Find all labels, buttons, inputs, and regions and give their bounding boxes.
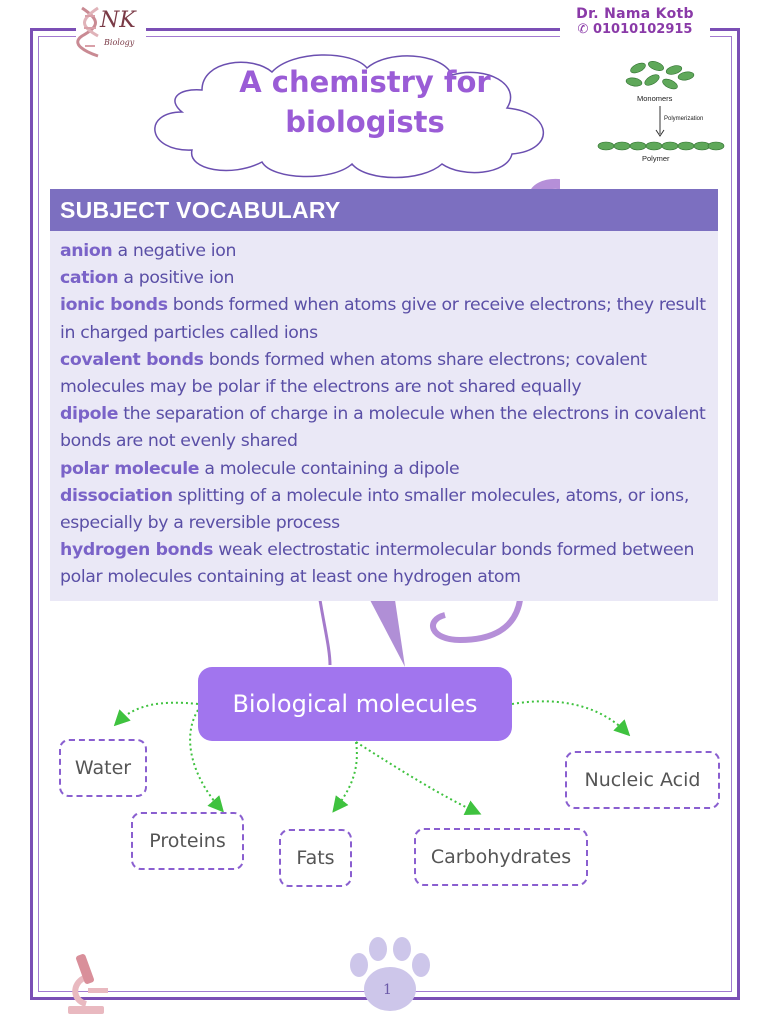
vocab-term: polar molecule: [60, 458, 200, 479]
polymer-label: Polymer: [642, 154, 670, 163]
microscope-icon: [58, 948, 128, 1018]
author-phone-row: [560, 22, 710, 37]
vocabulary-list: [50, 231, 718, 592]
node-carbohydrates: Carbohydrates: [414, 828, 588, 886]
author-phone: 01010102915: [592, 22, 693, 37]
mindmap-center-node: Biological molecules: [198, 667, 512, 741]
node-nucleic-acid: Nucleic Acid: [565, 751, 720, 809]
polymerization-label: Polymerization: [664, 116, 704, 122]
vocab-term: cation: [60, 268, 119, 289]
vocab-term: ionic bonds: [60, 295, 168, 316]
vocab-entry: [60, 347, 708, 401]
author-name: Dr. Nama Kotb: [576, 6, 694, 22]
vocab-definition: a positive ion: [118, 268, 235, 289]
title-line-2: biologists: [285, 105, 445, 139]
vocab-term: hydrogen bonds: [60, 540, 214, 561]
vocab-definition: weak electrostatic intermolecular bonds formed between polar molecules containing at least one hydrogen atom: [60, 540, 695, 588]
vocab-definition: a negative ion: [112, 241, 237, 261]
vocab-definition: bonds formed when atoms give or receive electrons; they result in charged particles called ions: [60, 295, 706, 343]
vocab-definition: bonds formed when atoms share electrons; covalent molecules may be polar if the electrons are not shared equally: [60, 349, 647, 398]
vocab-entry: [60, 401, 708, 455]
paw-icon: [345, 935, 435, 1015]
vocab-entry: [60, 456, 708, 483]
vocab-term: covalent bonds: [60, 349, 204, 370]
phone-icon: ✆: [577, 22, 589, 37]
vocab-term: anion: [60, 241, 113, 261]
vocab-term: dipole: [60, 404, 119, 425]
node-fats: Fats: [279, 829, 352, 887]
title-line-1: A chemistry for: [239, 65, 491, 99]
polymerization-diagram: [592, 58, 728, 168]
monomers-label: Monomers: [637, 94, 673, 103]
node-proteins: Proteins: [131, 812, 244, 870]
page-title: [180, 62, 550, 142]
vocab-definition: a molecule containing a dipole: [199, 458, 460, 479]
vocab-definition: splitting of a molecule into smaller molecules, atoms, or ions, especially by a reversible process: [60, 485, 689, 534]
page-number: 1: [383, 982, 392, 998]
vocab-entry: [60, 265, 708, 292]
author-block: [560, 6, 710, 37]
vocab-term: dissociation: [60, 485, 173, 506]
node-water: Water: [59, 739, 147, 797]
logo-subtext: Biology: [104, 38, 135, 47]
vocab-entry: [60, 483, 708, 537]
vocab-definition: the separation of charge in a molecule when the electrons in covalent bonds are not evenly shared: [60, 404, 706, 452]
vocabulary-heading: SUBJECT VOCABULARY: [50, 189, 718, 231]
monomer-polymer-illustration: [592, 58, 728, 168]
subject-vocabulary-box: [50, 189, 718, 601]
logo-text: NK: [100, 8, 136, 33]
vocab-entry: [60, 238, 708, 265]
vocab-entry: [60, 537, 708, 591]
vocab-entry: [60, 292, 708, 346]
